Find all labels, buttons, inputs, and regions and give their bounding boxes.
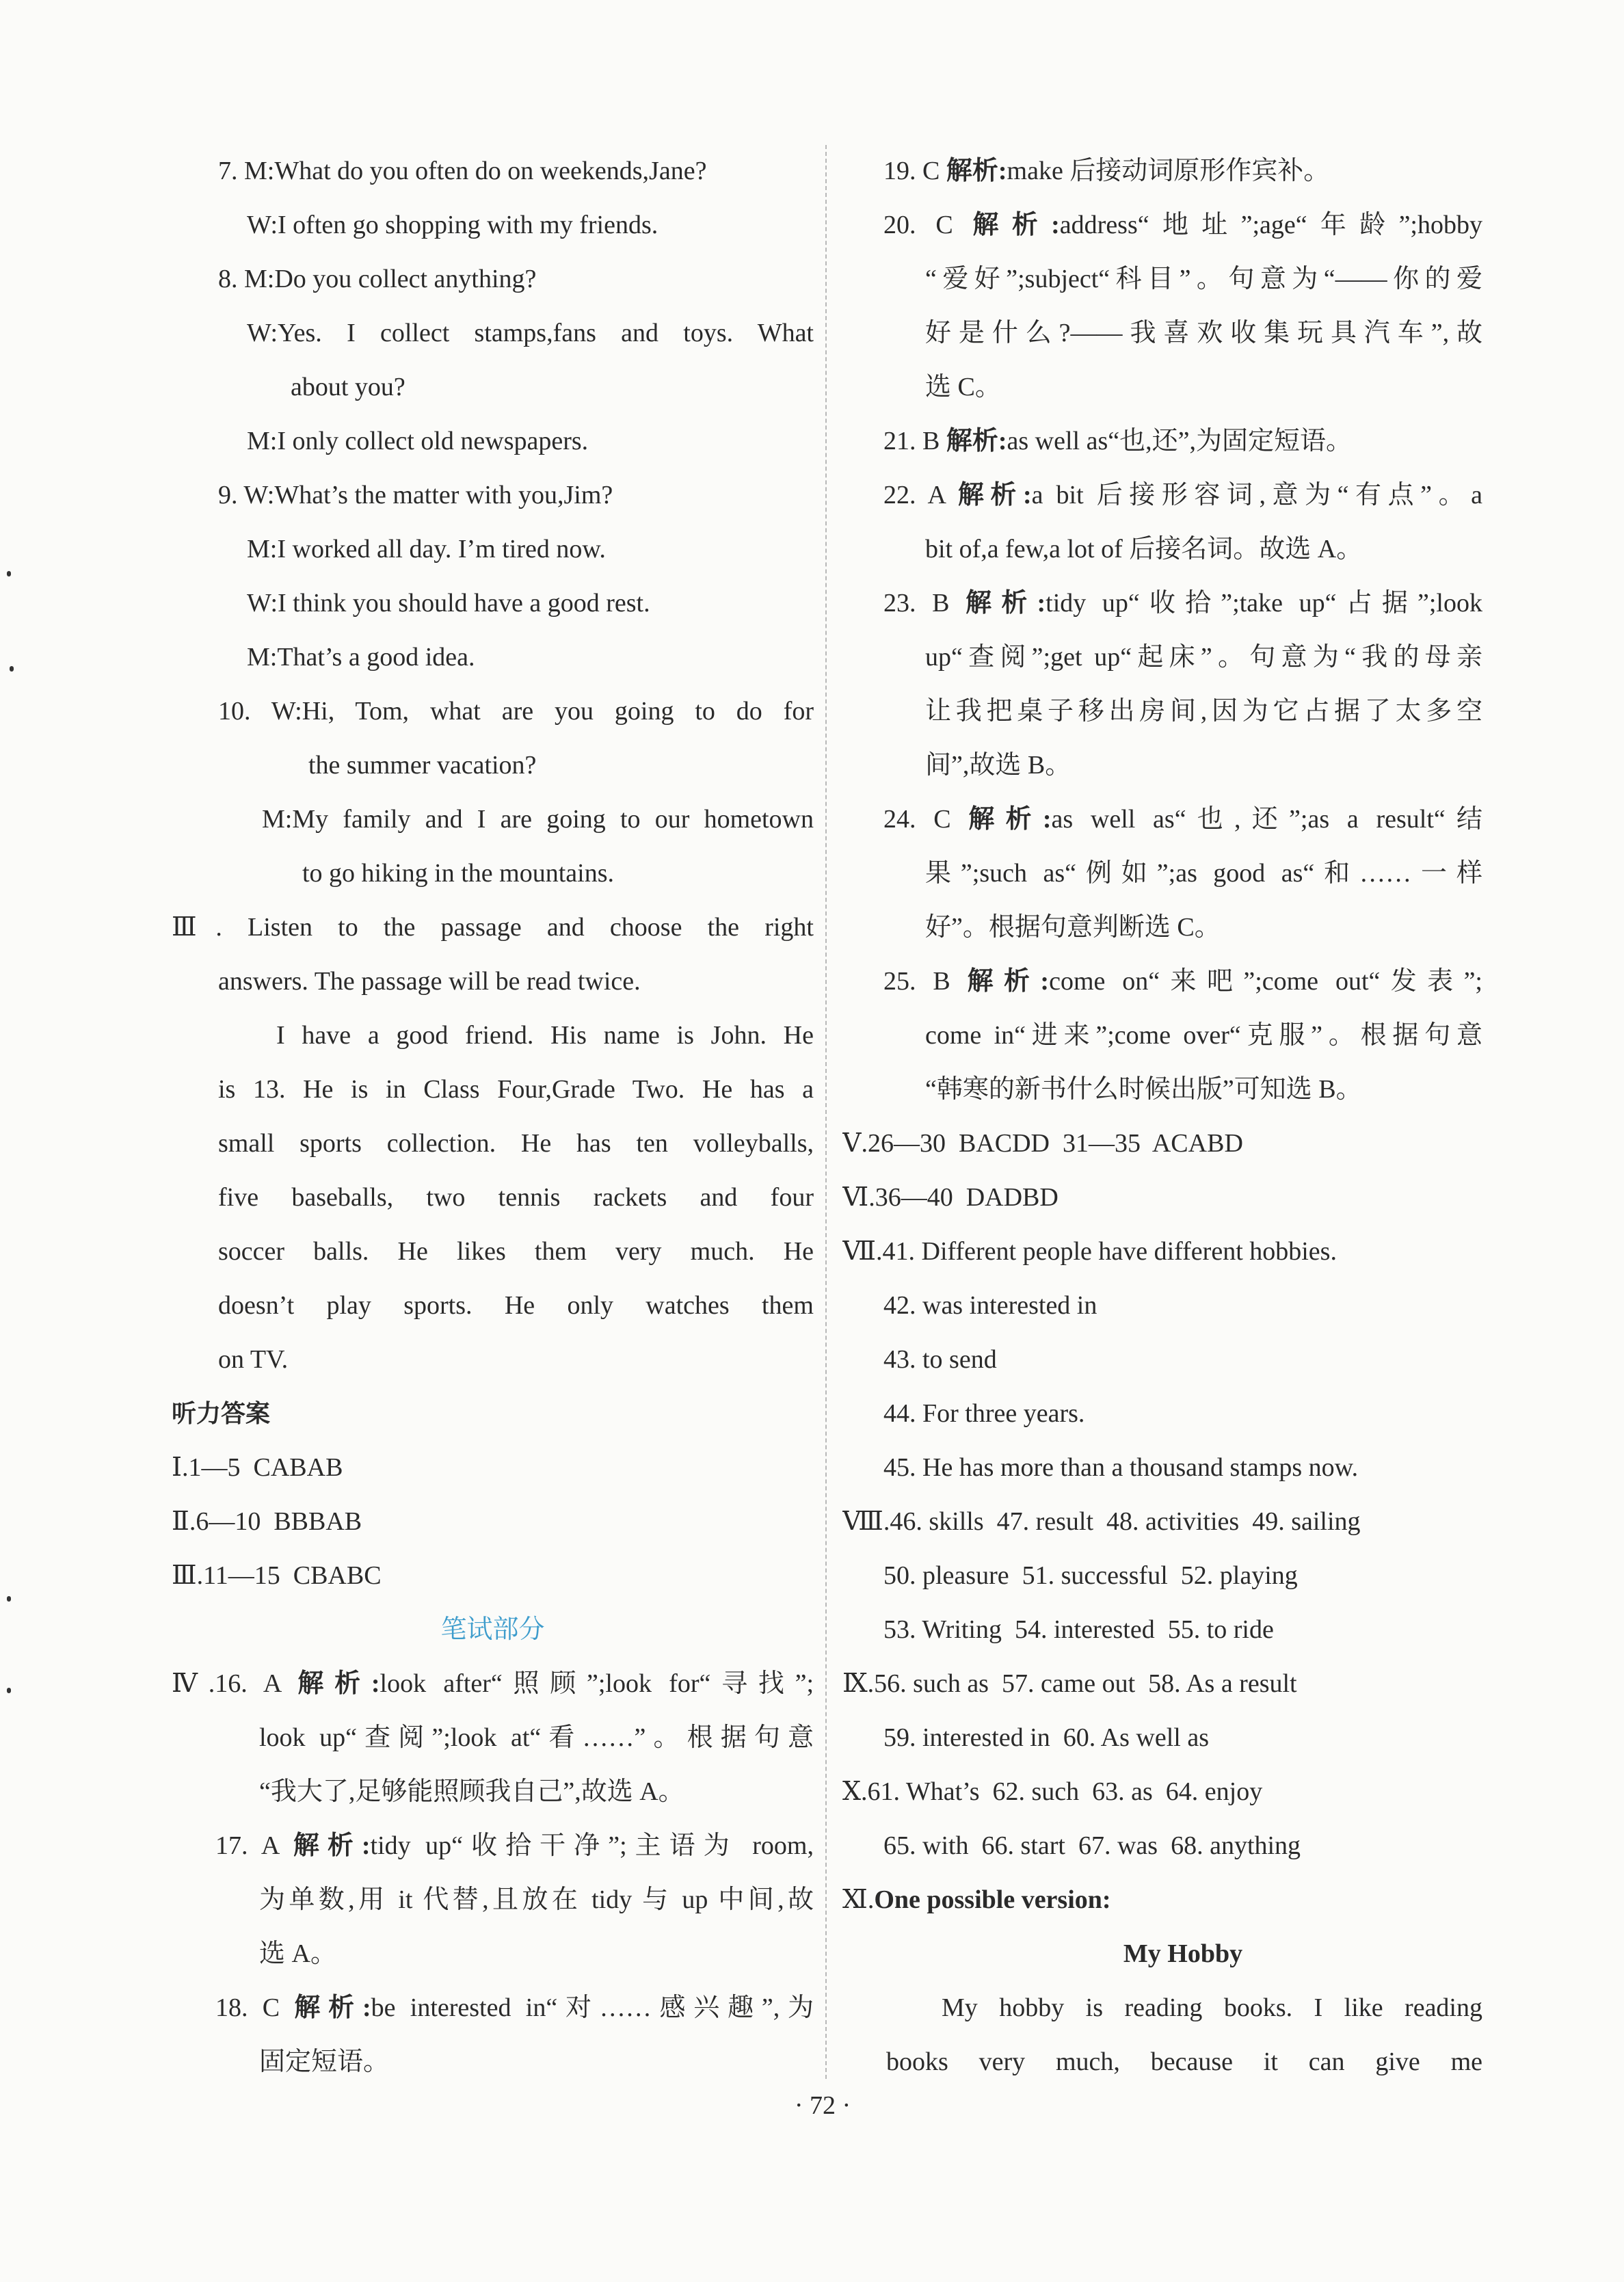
passage-line: doesn’t play sports. He only watches them: [218, 1291, 814, 1320]
essay-line: My hobby is reading books. I like reading: [942, 1993, 1482, 2022]
left-column: [172, 144, 814, 2089]
text-line: 10. W:Hi, Tom, what are you going to do for: [218, 697, 814, 726]
essay-line: books very much, because it can give me: [886, 2047, 1482, 2076]
text-line: 7. M:What do you often do on weekends,Jane?: [218, 157, 707, 185]
text-line: W:I often go shopping with my friends.: [247, 211, 658, 239]
text-line: 9. W:What’s the matter with you,Jim?: [218, 481, 613, 509]
answer-line: 44. For three years.: [883, 1399, 1085, 1428]
text-line: about you?: [291, 373, 405, 401]
scan-speck: [7, 571, 11, 576]
text-line: 选 C。: [925, 373, 1001, 401]
text-line: 果”;such as“例如”;as good as“和……一样: [925, 859, 1482, 888]
answer-line: Ⅷ.46. skills 47. result 48. activities 49. sailing: [842, 1507, 1361, 1536]
text-line: “爱好”;subject“科目”。句意为“——你的爱: [925, 265, 1482, 293]
question-number: 21. B: [883, 427, 946, 455]
text-line: 好是什么?——我喜欢收集玩具汽车”,故: [925, 319, 1482, 347]
answer-line: 42. was interested in: [883, 1291, 1097, 1320]
explanation-label: 解析:: [294, 1993, 371, 2022]
explanation-line: [172, 1981, 814, 2035]
text-line: W:Yes. I collect stamps,fans and toys. What: [247, 319, 814, 347]
explanation-line: [842, 144, 1482, 198]
text-line: “韩寒的新书什么时候出版”可知选 B。: [925, 1075, 1362, 1104]
text-line: M:My family and I are going to our hometown: [262, 805, 814, 834]
text-line: M:I worked all day. I’m tired now.: [247, 535, 606, 563]
explanation-label: 解析:: [297, 1669, 380, 1698]
question-number: 17. A: [215, 1831, 293, 1860]
text-line: to go hiking in the mountains.: [302, 859, 614, 888]
answer-line: 53. Writing 54. interested 55. to ride: [883, 1615, 1274, 1644]
explanation-text: make 后接动词原形作宾补。: [1007, 157, 1330, 185]
passage-line: small sports collection. He has ten volleyballs,: [218, 1129, 814, 1158]
passage-line: is 13. He is in Class Four,Grade Two. He has a: [218, 1075, 814, 1104]
text-line: 间”,故选 B。: [925, 751, 1071, 780]
explanation-text: come on“来吧”;come out“发表”;: [1049, 967, 1482, 996]
answer-line: 65. with 66. start 67. was 68. anything: [883, 1831, 1301, 1860]
explanation-text: as well as“也,还”;as a result“结: [1051, 805, 1482, 834]
question-number: Ⅳ.16. A: [172, 1669, 298, 1698]
explanation-label: 解析:: [957, 481, 1032, 509]
explanation-label: 解析:: [972, 211, 1060, 239]
answer-line: Ⅵ.36—40 DADBD: [842, 1183, 1059, 1212]
column-divider: [825, 145, 827, 2079]
explanation-line: [842, 414, 1482, 468]
answer-line: Ⅶ.41. Different people have different hobbies.: [842, 1237, 1337, 1266]
explanation-text: look after“照顾”;look for“寻找”;: [380, 1669, 814, 1698]
text-line: 为单数,用 it 代替,且放在 tidy 与 up 中间,故: [259, 1885, 814, 1914]
explanation-line: [842, 576, 1482, 631]
explanation-line: [842, 793, 1482, 847]
text-line: “我大了,足够能照顾我自己”,故选 A。: [259, 1777, 684, 1806]
answer-line: Ⅸ.56. such as 57. came out 58. As a result: [842, 1669, 1297, 1698]
text-line: bit of,a few,a lot of 后接名词。故选 A。: [925, 535, 1363, 563]
sample-version-label: One possible version:: [874, 1885, 1111, 1914]
question-number: 23. B: [883, 589, 966, 618]
explanation-text: as well as“也,还”,为固定短语。: [1007, 427, 1352, 455]
page-number: · 72 ·: [794, 2091, 851, 2120]
explanation-text: a bit 后接形容词,意为“有点”。a: [1031, 481, 1482, 509]
text-line: answers. The passage will be read twice.: [218, 967, 641, 996]
scan-speck: [10, 666, 14, 672]
text-line: come in“进来”;come over“克服”。根据句意: [925, 1021, 1482, 1050]
answer-line: 45. He has more than a thousand stamps now.: [883, 1453, 1359, 1482]
text-line: the summer vacation?: [308, 751, 537, 780]
answer-line: Ⅴ.26—30 BACDD 31—35 ACABD: [842, 1129, 1243, 1158]
scan-speck: [7, 1596, 11, 1602]
section-heading-line: Ⅲ. Listen to the passage and choose the right: [172, 913, 814, 942]
passage-line: on TV.: [218, 1345, 289, 1374]
passage-line: five baseballs, two tennis rackets and four: [218, 1183, 814, 1212]
explanation-label: 解析:: [968, 805, 1052, 834]
right-column: [842, 144, 1482, 2089]
explanation-text: be interested in“对……感兴趣”,为: [371, 1993, 814, 2022]
explanation-line: [842, 198, 1482, 252]
answer-line: Ⅱ.6—10 BBBAB: [172, 1507, 362, 1536]
scan-speck: [7, 1688, 11, 1693]
text-line: 让我把桌子移出房间,因为它占据了太多空: [925, 697, 1482, 726]
answer-line: 59. interested in 60. As well as: [883, 1723, 1209, 1752]
explanation-text: tidy up“收拾”;take up“占据”;look: [1046, 589, 1482, 618]
answer-line: Ⅹ.61. What’s 62. such 63. as 64. enjoy: [842, 1777, 1263, 1806]
explanation-label: 解析:: [946, 427, 1007, 455]
text-line: M:I only collect old newspapers.: [247, 427, 589, 455]
answer-line: Ⅰ.1—5 CABAB: [172, 1453, 343, 1482]
text-line: up“查阅”;get up“起床”。句意为“我的母亲: [925, 643, 1482, 672]
explanation-text: address“地址”;age“年龄”;hobby: [1059, 211, 1482, 239]
text-line: 选 A。: [259, 1939, 336, 1968]
explanation-line: [842, 955, 1482, 1009]
written-section-heading: 笔试部分: [440, 1615, 545, 1644]
explanation-label: 解析:: [967, 967, 1050, 996]
sample-version-heading: [842, 1873, 1482, 1927]
listening-answers-heading: 听力答案: [172, 1400, 271, 1428]
answer-line: Ⅲ.11—15 CBABC: [172, 1561, 382, 1590]
text-line: 好”。根据句意判断选 C。: [925, 913, 1221, 942]
text-line: 固定短语。: [259, 2047, 390, 2076]
question-number: 20. C: [883, 211, 973, 239]
explanation-label: 解析:: [966, 589, 1046, 618]
question-number: 22. A: [883, 481, 958, 509]
text-line: M:That’s a good idea.: [247, 643, 475, 672]
answer-line: 50. pleasure 51. successful 52. playing: [883, 1561, 1298, 1590]
section-number: Ⅺ.: [842, 1885, 875, 1914]
explanation-label: 解析:: [293, 1831, 371, 1860]
question-number: 19. C: [883, 157, 946, 185]
explanation-line: [842, 468, 1482, 522]
text-line: look up“查阅”;look at“看……”。根据句意: [259, 1723, 814, 1752]
explanation-text: tidy up“收拾干净”;主语为 room,: [370, 1831, 814, 1860]
question-number: 24. C: [883, 805, 969, 834]
answer-line: 43. to send: [883, 1345, 997, 1374]
passage-line: I have a good friend. His name is John. He: [276, 1021, 814, 1050]
essay-title: My Hobby: [1123, 1939, 1243, 1968]
text-line: 8. M:Do you collect anything?: [218, 265, 537, 293]
explanation-label: 解析:: [946, 157, 1007, 185]
question-number: 18. C: [215, 1993, 295, 2022]
explanation-line: [172, 1657, 814, 1711]
explanation-line: [172, 1819, 814, 1873]
passage-line: soccer balls. He likes them very much. He: [218, 1237, 814, 1266]
text-line: W:I think you should have a good rest.: [247, 589, 650, 618]
question-number: 25. B: [883, 967, 968, 996]
